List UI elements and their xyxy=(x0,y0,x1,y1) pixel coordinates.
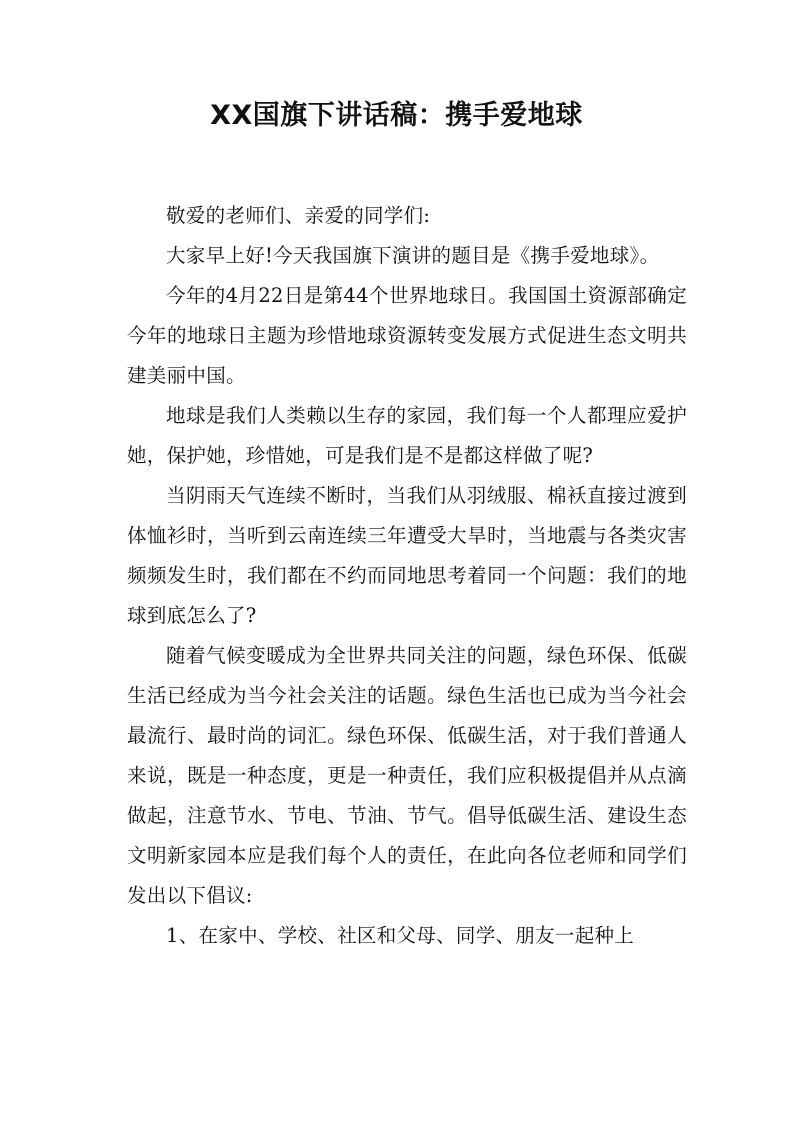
paragraph-earth-day: 今年的4月22日是第44个世界地球日。我国国土资源部确定今年的地球日主题为珍惜地球资源转变发展方式促进生态文明共建美丽中国。 xyxy=(127,284,687,387)
document-title: XX国旗下讲话稿：携手爱地球 xyxy=(210,100,583,131)
paragraph-question: 当阴雨天气连续不断时，当我们从羽绒服、棉袄直接过渡到体恤衫时，当听到云南连续三年遭受大旱时，当地震与各类灾害频频发生时，我们都在不约而同地思考着同一个问题：我们的地球到底怎么了? xyxy=(127,484,687,627)
paragraph-greeting: 敬爱的老师们、亲爱的同学们: xyxy=(166,204,431,227)
document-body xyxy=(127,196,687,956)
paragraph-opening: 大家早上好!今天我国旗下演讲的题目是《携手爱地球》。 xyxy=(166,244,660,267)
paragraph-home: 地球是我们人类赖以生存的家园，我们每一个人都理应爱护她，保护她，珍惜她，可是我们是不是都这样做了呢? xyxy=(127,404,687,467)
paragraph-low-carbon: 随着气候变暖成为全世界共同关注的问题，绿色环保、低碳生活已经成为当今社会关注的话题。绿色生活也已成为当今社会最流行、最时尚的词汇。绿色环保、低碳生活，对于我们普通人来说，既是一种态度，更是一种责任，我们应积极提倡并从点滴做起，注意节水、节电、节油、节气。倡导低碳生活、建设生态文明新家园本应是我们每个人的责任，在此向各位老师和同学们发出以下倡议: xyxy=(127,644,687,907)
paragraph-proposal-1: 1、在家中、学校、社区和父母、同学、朋友一起种上 xyxy=(166,924,635,947)
